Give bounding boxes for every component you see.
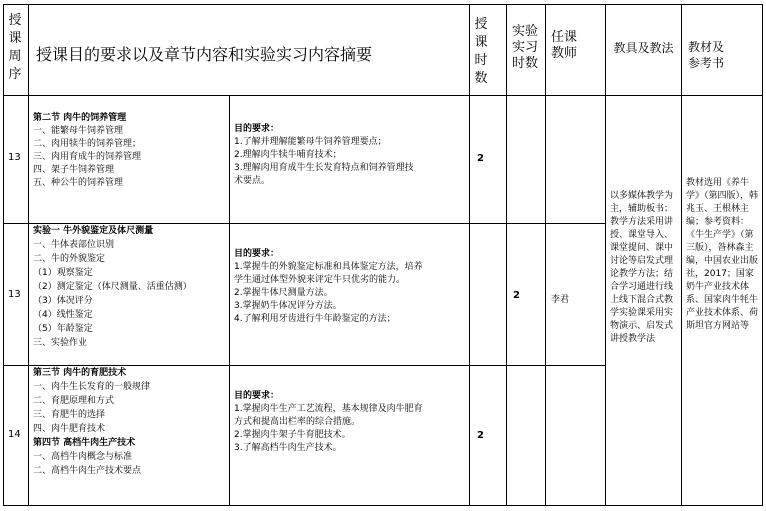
col-line-6 — [605, 4, 606, 506]
col-line-1 — [28, 4, 29, 506]
row2-lab-hours: 2 — [513, 290, 520, 301]
row2-goals: 目的要求： 1.掌握牛的外貌鉴定标准和具体鉴定方法，培养 学生通过体型外貌来评定牛只优劣的能力。 2.掌握牛体尺测量方法。 3.掌握奶牛体况评分方法。 4.了解利用牙齿进行牛年龄鉴定的方法； — [234, 249, 423, 324]
header-lab-hours: 实验实习时数 — [511, 24, 538, 71]
col-line-7 — [681, 4, 682, 506]
row1-hours: 2 — [477, 153, 484, 164]
table-border-bottom — [3, 505, 763, 506]
col-line-3 — [469, 4, 470, 506]
row3-chapter: 第三节 肉牛的育肥技术 一、肉牛生长发育的一般规律 二、育肥原理和方式 三、育肥牛的选择 四、肉牛肥育技术 第四节 高档牛肉生产技术 一、高档牛肉概念与标准 二、高档牛肉生产技术要点 — [33, 368, 151, 476]
col-line-2 — [229, 96, 230, 506]
teaching-method-text: 以多媒体教学为主，辅助板书；教学方法采用讲授、课堂导入、课堂提问、课中讨论等启发式理论教学方法；结合学习通进行线上线下混合式教学实验课采用实物演示、启发式讲授教学法 — [610, 191, 674, 344]
header-method: 教具及教法 — [613, 41, 674, 55]
header-row-divider — [3, 95, 763, 96]
col-line-5 — [545, 4, 546, 506]
teacher-name: 李君 — [551, 295, 570, 305]
row2-week: 13 — [8, 289, 21, 300]
col-line-4 — [506, 4, 507, 506]
row3-week: 14 — [8, 429, 21, 440]
col-line-0 — [3, 4, 4, 506]
header-period: 授课周序 — [8, 13, 22, 82]
header-teacher: 任课教师 — [550, 30, 577, 61]
header-hours: 授课时数 — [474, 17, 488, 86]
header-content-title: 授课目的要求以及章节内容和实验实习内容摘要 — [36, 45, 373, 64]
row1-goals: 目的要求： 1.了解并理解能繁母牛饲养管理要点； 2.理解肉牛犊牛哺育技术； 3.理解肉用育成牛生长发育特点和饲养管理技 术要点。 — [234, 124, 414, 186]
col-line-8 — [762, 4, 763, 506]
row3-goals: 目的要求： 1.掌握肉牛生产工艺流程，基本规律及肉牛肥育 方式和提高出栏率的综合措施。 2.掌握肉牛架子牛育肥技术。 3.了解高档牛肉生产技术。 — [234, 391, 423, 453]
header-textbook: 教材及参考书 — [688, 40, 725, 70]
row1-week: 13 — [8, 152, 21, 163]
textbook-text: 教材选用《养牛学》（第四版），韩兆玉、王根林主编；参考资料：《牛生产学》（第三版），昝林森主编，中国农业出版社，2017；国家奶牛产业技术体系、国家肉牛牦牛产业技术体系、荷斯坦官方网站等 — [686, 178, 759, 331]
row3-hours: 2 — [477, 430, 484, 441]
table-border-top — [3, 4, 763, 5]
row1-chapter: 第二节 肉牛的饲养管理 一、能繁母牛饲养管理 二、肉用犊牛的饲养管理； 三、肉用育成牛的饲养管理 四、架子牛饲养管理 五、种公牛的饲养管理 — [33, 113, 142, 188]
row2-chapter: 实验一 牛外貌鉴定及体尺测量 一、牛体表部位识别 二、牛的外貌鉴定 （1）观察鉴定 （2）测定鉴定（体尺测量、活重估测） （3）体况评分 （4）线性鉴定 （5）年龄鉴定 三、实验作业 — [33, 226, 192, 348]
